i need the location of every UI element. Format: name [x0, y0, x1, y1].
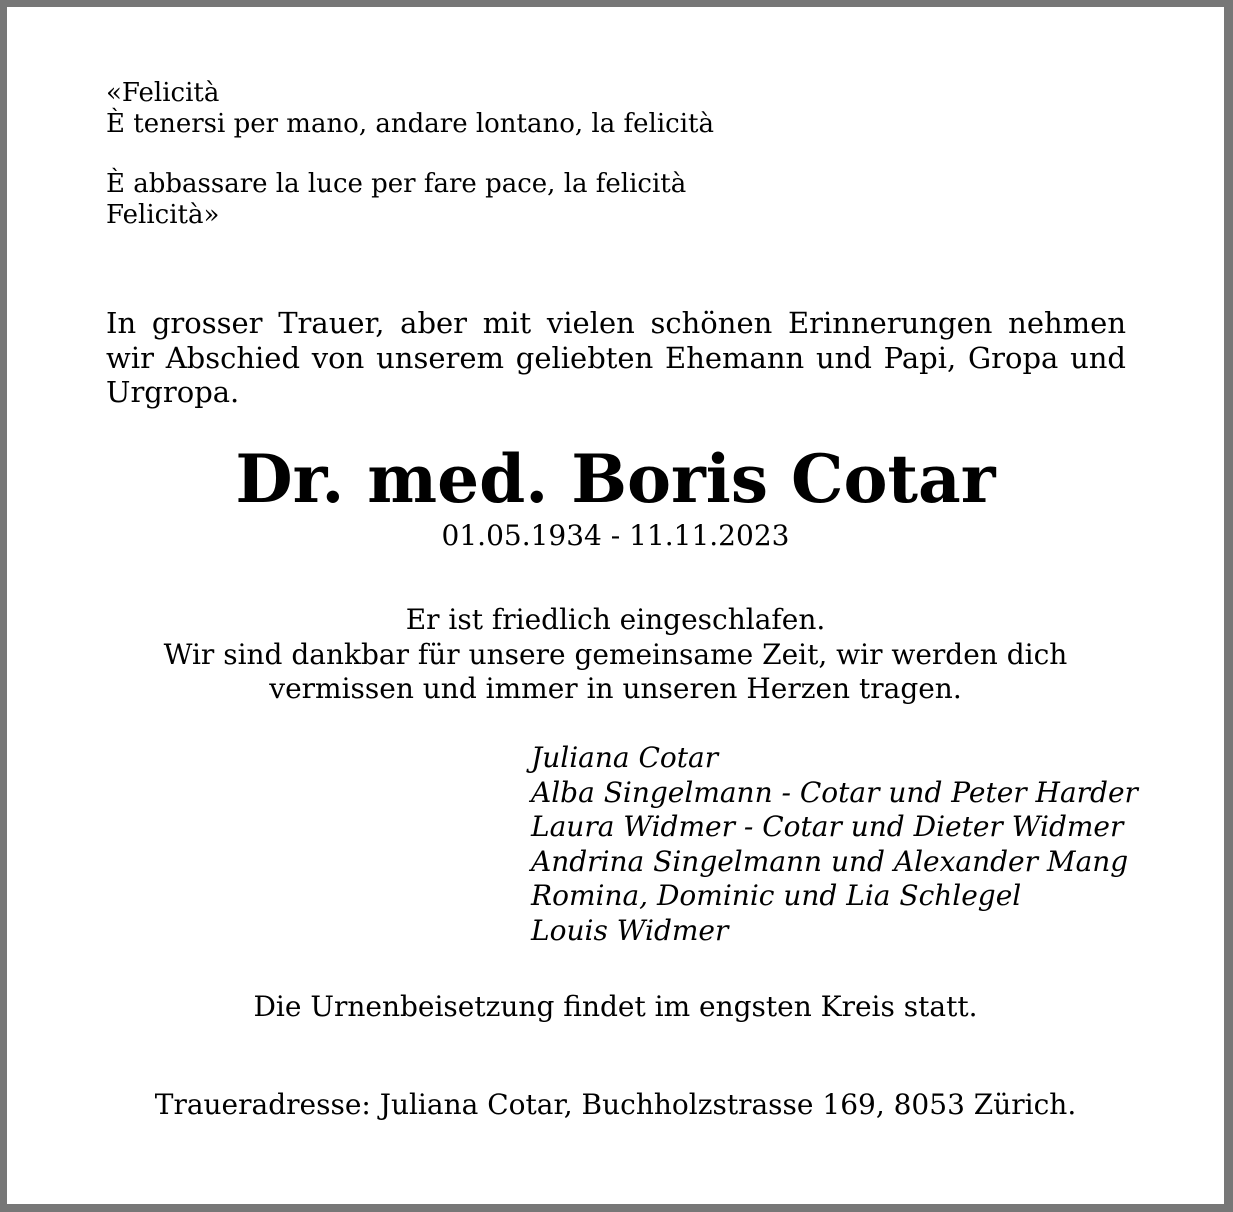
mourners-list	[531, 741, 1138, 948]
burial-notice: Die Urnenbeisetzung findet im engsten Kreis statt.	[253, 990, 978, 1023]
mourner-name: Louis Widmer	[531, 913, 729, 947]
closing-message	[7, 603, 1224, 707]
intro-paragraph: In grosser Trauer, aber mit vielen schönen Erinnerungen nehmen wir Abschied von unserem geliebten Ehemann und Papi, Gropa und Urgropa.	[106, 306, 1126, 409]
poem-line: È tenersi per mano, andare lontano, la felicità	[106, 109, 714, 139]
life-dates: 01.05.1934 - 11.11.2023	[441, 519, 790, 552]
mourner-name: Romina, Dominic und Lia Schlegel	[531, 879, 1022, 912]
mourner-name: Laura Widmer - Cotar und Dieter Widmer	[531, 810, 1124, 843]
closing-line: Wir sind dankbar für unsere gemeinsame Zeit, wir werden dich	[163, 637, 1068, 671]
mourner-name: Juliana Cotar	[531, 741, 719, 774]
poem-quote	[106, 78, 806, 231]
deceased-name: Dr. med. Boris Cotar	[235, 440, 996, 518]
poem-line: Felicità»	[106, 200, 220, 230]
mourner-name: Alba Singelmann - Cotar und Peter Harder	[531, 775, 1138, 809]
closing-line: vermissen und immer in unseren Herzen tragen.	[269, 672, 962, 705]
poem-line: È abbassare la luce per fare pace, la felicità	[106, 169, 687, 199]
obituary-page	[7, 7, 1224, 1204]
mourning-address: Traueradresse: Juliana Cotar, Buchholzstrasse 169, 8053 Zürich.	[154, 1088, 1077, 1121]
poem-line: «Felicità	[106, 78, 220, 108]
poem-stanza-gap	[106, 140, 806, 169]
mourner-name: Andrina Singelmann und Alexander Mang	[531, 844, 1129, 878]
closing-line: Er ist friedlich eingeschlafen.	[405, 603, 826, 636]
